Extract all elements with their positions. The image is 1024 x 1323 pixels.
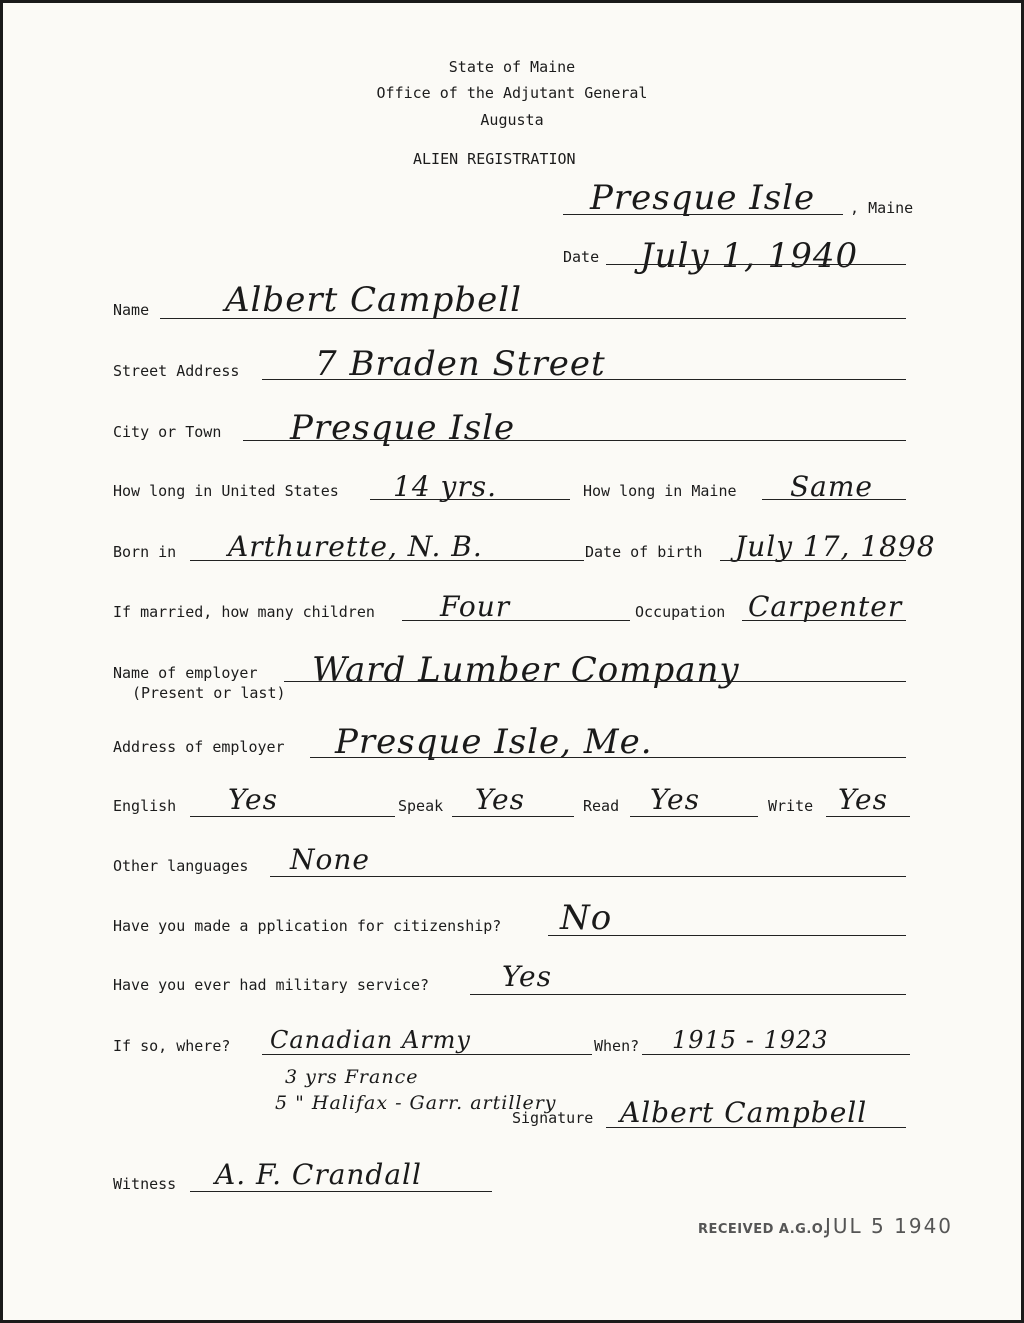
employer-sublabel: (Present or last) bbox=[132, 684, 286, 702]
born-label: Born in bbox=[113, 543, 177, 561]
maine-duration-value: Same bbox=[790, 470, 873, 503]
street-label: Street Address bbox=[113, 362, 240, 380]
place-line bbox=[563, 214, 843, 215]
signature-line bbox=[606, 1127, 906, 1128]
born-value: Arthurette, N. B. bbox=[228, 530, 483, 563]
date-label: Date bbox=[563, 248, 600, 266]
where-label: If so, where? bbox=[113, 1037, 231, 1055]
dob-value: July 17, 1898 bbox=[735, 530, 936, 563]
place-value: Presque Isle bbox=[590, 178, 816, 218]
witness-line bbox=[190, 1191, 492, 1192]
city-value: Presque Isle bbox=[290, 408, 516, 448]
speak-label: Speak bbox=[398, 797, 444, 815]
employer-address-label: Address of employer bbox=[113, 738, 285, 756]
city-line bbox=[243, 440, 906, 441]
us-duration-value: 14 yrs. bbox=[393, 470, 498, 503]
received-stamp-text: RECEIVED A.G.O. bbox=[698, 1222, 829, 1237]
street-line bbox=[262, 379, 906, 380]
dob-line bbox=[720, 560, 906, 561]
military-label: Have you ever had military service? bbox=[113, 976, 430, 994]
speak-value: Yes bbox=[475, 783, 525, 816]
where-line bbox=[262, 1054, 592, 1055]
citizenship-value: No bbox=[560, 898, 613, 938]
children-label: If married, how many children bbox=[113, 603, 375, 621]
place-label: , Maine bbox=[850, 199, 914, 217]
children-line bbox=[402, 620, 630, 621]
occupation-value: Carpenter bbox=[748, 590, 903, 623]
where-value: Canadian Army bbox=[270, 1026, 471, 1054]
date-value: July 1, 1940 bbox=[640, 236, 859, 276]
read-value: Yes bbox=[650, 783, 700, 816]
maine-duration-line bbox=[762, 499, 906, 500]
english-line bbox=[190, 816, 395, 817]
note-line-2: 5 " Halifax - Garr. artillery bbox=[275, 1092, 557, 1114]
witness-label: Witness bbox=[113, 1175, 177, 1193]
citizenship-label: Have you made a pplication for citizenship? bbox=[113, 917, 502, 935]
write-label: Write bbox=[768, 797, 814, 815]
signature-value: Albert Campbell bbox=[620, 1096, 868, 1129]
header-city: Augusta bbox=[480, 111, 544, 129]
employer-label: Name of employer bbox=[113, 664, 258, 682]
street-value: 7 Braden Street bbox=[315, 344, 606, 384]
witness-value: A. F. Crandall bbox=[215, 1158, 422, 1191]
us-duration-line bbox=[370, 499, 570, 500]
citizenship-line bbox=[548, 935, 906, 936]
header-state: State of Maine bbox=[448, 58, 576, 76]
occupation-line bbox=[742, 620, 906, 621]
speak-line bbox=[452, 816, 574, 817]
when-value: 1915 - 1923 bbox=[672, 1026, 829, 1054]
military-value: Yes bbox=[502, 960, 552, 993]
employer-value: Ward Lumber Company bbox=[312, 650, 740, 690]
english-value: Yes bbox=[228, 783, 278, 816]
received-stamp-date: JUL 5 1940 bbox=[825, 1214, 954, 1238]
occupation-label: Occupation bbox=[635, 603, 726, 621]
children-value: Four bbox=[440, 590, 511, 623]
military-line bbox=[470, 994, 906, 995]
read-label: Read bbox=[583, 797, 620, 815]
english-label: English bbox=[113, 797, 177, 815]
when-line bbox=[642, 1054, 910, 1055]
born-line bbox=[190, 560, 584, 561]
city-label: City or Town bbox=[113, 423, 222, 441]
other-languages-value: None bbox=[290, 843, 370, 876]
write-value: Yes bbox=[838, 783, 888, 816]
dob-label: Date of birth bbox=[585, 543, 703, 561]
employer-address-value: Presque Isle, Me. bbox=[335, 722, 653, 762]
date-line bbox=[606, 264, 906, 265]
other-languages-line bbox=[270, 876, 906, 877]
employer-address-line bbox=[310, 757, 906, 758]
read-line bbox=[630, 816, 758, 817]
note-line-1: 3 yrs France bbox=[285, 1066, 419, 1088]
form-title: ALIEN REGISTRATION bbox=[413, 150, 576, 168]
signature-label: Signature bbox=[512, 1109, 594, 1127]
other-languages-label: Other languages bbox=[113, 857, 249, 875]
header-office: Office of the Adjutant General bbox=[376, 84, 648, 102]
write-line bbox=[826, 816, 910, 817]
name-value: Albert Campbell bbox=[225, 280, 522, 320]
name-label: Name bbox=[113, 301, 150, 319]
name-line bbox=[160, 318, 906, 319]
us-duration-label: How long in United States bbox=[113, 482, 339, 500]
when-label: When? bbox=[594, 1037, 640, 1055]
employer-line bbox=[284, 681, 906, 682]
maine-duration-label: How long in Maine bbox=[583, 482, 737, 500]
